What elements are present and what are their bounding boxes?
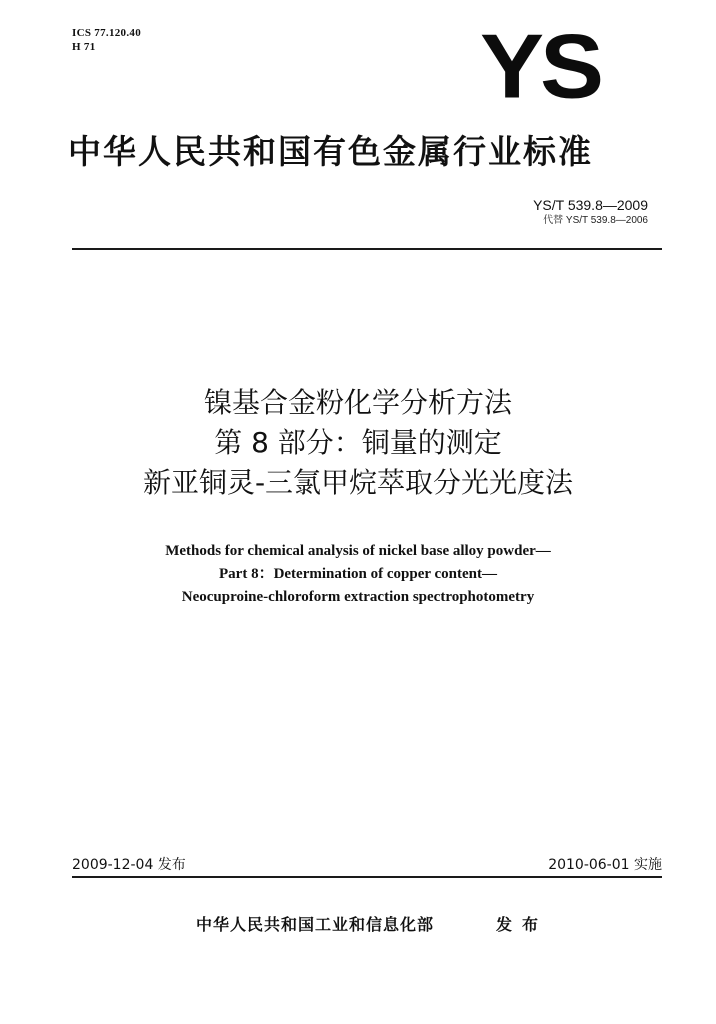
industry-standard-title: 中华人民共和国有色金属行业标准 xyxy=(68,132,593,171)
english-title-line-1: Methods for chemical analysis of nickel base alloy powder— xyxy=(165,543,551,559)
ccs-code: H 71 xyxy=(72,41,96,53)
ics-code: ICS 77.120.40 xyxy=(72,27,141,39)
english-title-line-3: Neocuproine-chloroform extraction spectrophotometry xyxy=(181,589,535,605)
publisher-name: 中华人民共和国工业和信息化部 xyxy=(196,915,435,934)
chinese-title-line-2: 第 8 部分：铜量的测定 xyxy=(214,426,502,459)
ys-logo: YS xyxy=(480,15,601,118)
english-title-line-2: Part 8：Determination of copper content— xyxy=(219,566,497,582)
publish-label: 发布 xyxy=(496,915,549,934)
chinese-title-line-3: 新亚铜灵-三氯甲烷萃取分光光度法 xyxy=(142,466,574,499)
standard-number: YS/T 539.8—2009 xyxy=(533,197,648,213)
footer-divider xyxy=(72,876,662,878)
implementation-date: 2010-06-01 实施 xyxy=(548,857,662,873)
chinese-title-line-1: 镍基合金粉化学分析方法 xyxy=(203,386,512,419)
issue-date: 2009-12-04 发布 xyxy=(72,857,186,873)
chinese-title xyxy=(0,383,716,503)
header-divider xyxy=(72,248,662,250)
classification-codes xyxy=(72,26,141,54)
replaces-note: 代替 YS/T 539.8—2006 xyxy=(543,215,648,226)
english-title xyxy=(0,540,716,609)
standard-number-block xyxy=(533,196,648,228)
